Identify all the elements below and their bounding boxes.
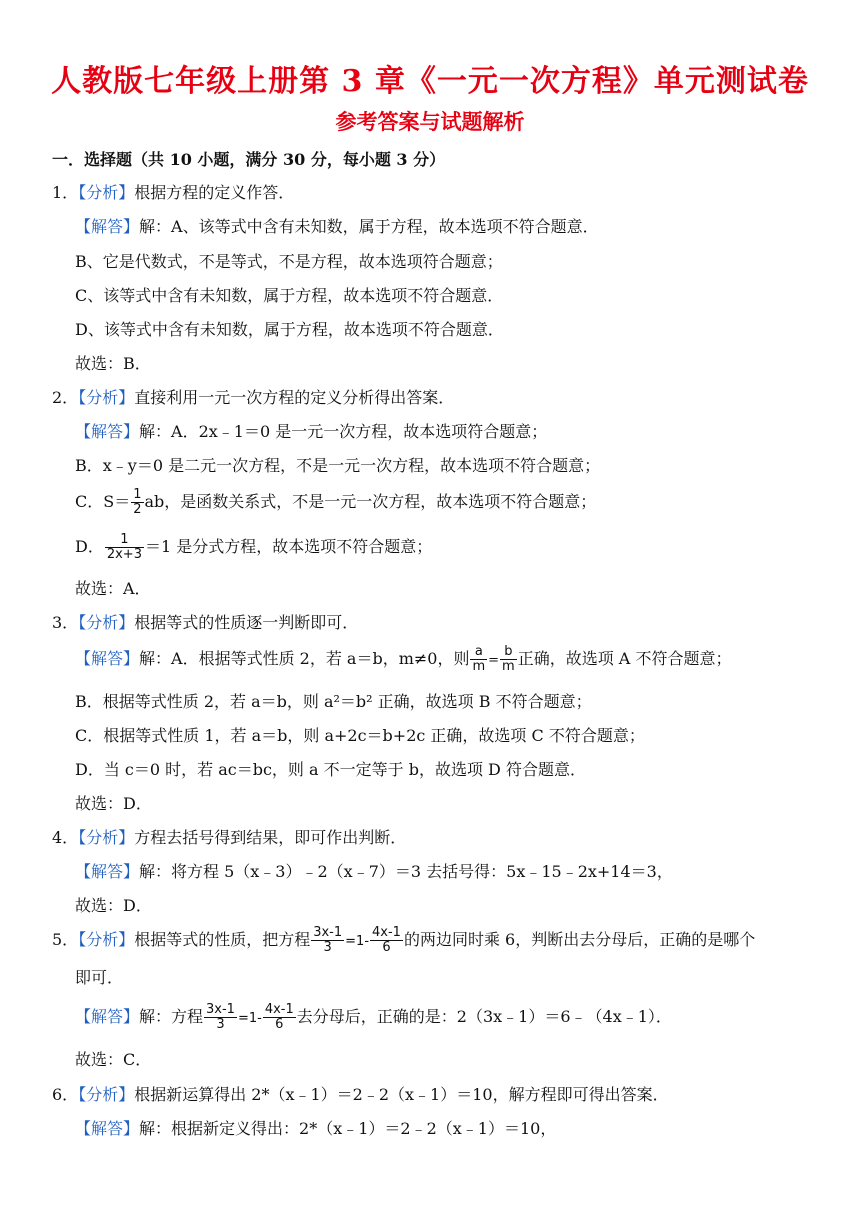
equation-middle: =1- (345, 934, 370, 949)
q2-d-pre: D． (75, 537, 104, 556)
q4-analysis (52, 826, 406, 850)
q1-option-d: D、该等式中含有未知数，属于方程，故本选项不符合题意． (75, 320, 504, 339)
frac-numerator: 1 (133, 487, 142, 502)
q1-analysis (52, 181, 294, 205)
q2-answer-text: 解：A．2x﹣1＝0 是一元一次方程，故本选项符合题意； (139, 422, 548, 441)
q2-option-c (75, 488, 596, 516)
analysis-tag: 【分析】 (78, 183, 135, 202)
answer-tag: 【解答】 (75, 422, 140, 441)
frac-numerator: 4x-1 (372, 925, 401, 940)
answer-tag: 【解答】 (75, 862, 140, 881)
equation-middle: =1- (237, 1011, 262, 1026)
q4-answer (75, 860, 673, 884)
q5-number: 5． (52, 930, 79, 949)
answer-tag: 【解答】 (75, 649, 140, 668)
page-subtitle: 参考答案与试题解析 (335, 109, 525, 134)
q1-answer (75, 215, 599, 239)
q1-number: 1． (52, 183, 79, 202)
q4-choose: 故选：D． (75, 896, 152, 915)
fraction-b-m (500, 645, 517, 674)
q4-analysis-text: 方程去括号得到结果，即可作出判断． (134, 828, 407, 847)
q5-analysis-cont: 即可． (75, 968, 124, 987)
q1-option-c: C、该等式中含有未知数，属于方程，故本选项不符合题意． (75, 286, 504, 305)
q2-c-pre: C．S＝ (75, 492, 131, 511)
q2-option-b: B．x﹣y＝0 是二元一次方程，不是一元一次方程，故本选项不符合题意； (75, 456, 601, 475)
fraction-4x-1 (263, 1003, 296, 1032)
frac-denominator: 2x+3 (106, 547, 142, 562)
frac-denominator: 2 (133, 502, 142, 517)
equals-sign: = (488, 653, 500, 668)
frac-denominator: 3 (216, 1017, 225, 1032)
fraction-half (131, 488, 143, 517)
answer-tag: 【解答】 (75, 1007, 140, 1026)
frac-numerator: 1 (105, 533, 144, 548)
frac-denominator: m (502, 659, 515, 674)
q6-answer (75, 1117, 556, 1141)
q6-analysis-text: 根据新运算得出 2*（x﹣1）＝2﹣2（x﹣1）＝10，解方程即可得出答案． (134, 1085, 669, 1104)
analysis-tag: 【分析】 (78, 1085, 135, 1104)
fraction-4x-1 (370, 926, 403, 955)
analysis-tag: 【分析】 (78, 828, 135, 847)
fraction-3x-1 (311, 926, 344, 955)
q2-c-post: ab，是函数关系式，不是一元一次方程，故本选项不符合题意； (144, 492, 597, 511)
q1-analysis-text: 根据方程的定义作答． (134, 183, 295, 202)
q6-answer-text: 解：根据新定义得出：2*（x﹣1）＝2﹣2（x﹣1）＝10， (139, 1119, 557, 1138)
q2-option-d (75, 533, 432, 561)
q3-answer-post: 正确，故选项 A 不符合题意； (517, 649, 732, 668)
q3-answer-pre: 解：A．根据等式性质 2，若 a＝b，m≠0，则 (139, 649, 470, 668)
q2-number: 2． (52, 388, 79, 407)
q3-choose: 故选：D． (75, 794, 152, 813)
q3-option-c: C．根据等式性质 1，若 a＝b，则 a+2c＝b+2c 正确，故选项 C 不符合题意； (75, 726, 645, 745)
q3-number: 3． (52, 613, 79, 632)
q3-option-b: B．根据等式性质 2，若 a＝b，则 a²＝b² 正确，故选项 B 不符合题意； (75, 692, 592, 711)
q1-option-b: B、它是代数式，不是等式，不是方程，故本选项符合题意； (75, 252, 503, 271)
q6-analysis (52, 1083, 669, 1107)
q3-analysis (52, 611, 358, 635)
q4-number: 4． (52, 828, 79, 847)
section-heading: 一．选择题（共 10 小题，满分 30 分，每小题 3 分） (52, 150, 446, 169)
analysis-tag: 【分析】 (78, 613, 135, 632)
frac-numerator: a (470, 645, 487, 660)
frac-denominator: 3 (323, 940, 332, 955)
q2-choose: 故选：A． (75, 579, 151, 598)
q3-analysis-text: 根据等式的性质逐一判断即可． (134, 613, 359, 632)
q5-analysis-post: 的两边同时乘 6，判断出去分母后，正确的是哪个 (403, 930, 756, 949)
q5-answer-pre: 解：方程 (139, 1007, 204, 1026)
page-title: 人教版七年级上册第 3 章《一元一次方程》单元测试卷 (51, 64, 809, 99)
frac-denominator: 6 (382, 940, 391, 955)
q2-analysis-text: 直接利用一元一次方程的定义分析得出答案． (134, 388, 455, 407)
analysis-tag: 【分析】 (78, 930, 135, 949)
frac-denominator: 6 (275, 1017, 284, 1032)
frac-numerator: 4x-1 (264, 1002, 294, 1017)
q2-answer (75, 420, 547, 444)
fraction-d (105, 533, 144, 562)
q5-answer-post: 去分母后，正确的是：2（3x﹣1）＝6﹣（4x﹣1）． (296, 1007, 672, 1026)
q5-analysis-pre: 根据等式的性质，把方程 (134, 930, 311, 949)
q6-number: 6． (52, 1085, 79, 1104)
frac-numerator: 3x-1 (313, 925, 343, 940)
q1-answer-text: 解：A、该等式中含有未知数，属于方程，故本选项不符合题意． (139, 217, 599, 236)
q1-choose: 故选：B． (75, 354, 151, 373)
frac-denominator: m (472, 659, 486, 674)
fraction-3x-1 (204, 1003, 237, 1032)
frac-numerator: 3x-1 (206, 1002, 235, 1017)
q5-answer (75, 1003, 672, 1033)
q3-answer (75, 645, 731, 673)
q5-choose: 故选：C． (75, 1050, 152, 1069)
q5-analysis (52, 926, 755, 956)
q2-d-post: ＝1 是分式方程，故本选项不符合题意； (144, 537, 433, 556)
answer-tag: 【解答】 (75, 217, 140, 236)
frac-numerator: b (500, 645, 517, 660)
q4-answer-text: 解：将方程 5（x﹣3）﹣2（x﹣7）＝3 去括号得：5x﹣15﹣2x+14＝3， (139, 862, 673, 881)
q2-analysis (52, 386, 454, 410)
answer-tag: 【解答】 (75, 1119, 140, 1138)
analysis-tag: 【分析】 (78, 388, 135, 407)
q3-option-d: D．当 c＝0 时，若 ac＝bc，则 a 不一定等于 b，故选项 D 符合题意． (75, 760, 586, 779)
fraction-a-m (470, 645, 487, 674)
